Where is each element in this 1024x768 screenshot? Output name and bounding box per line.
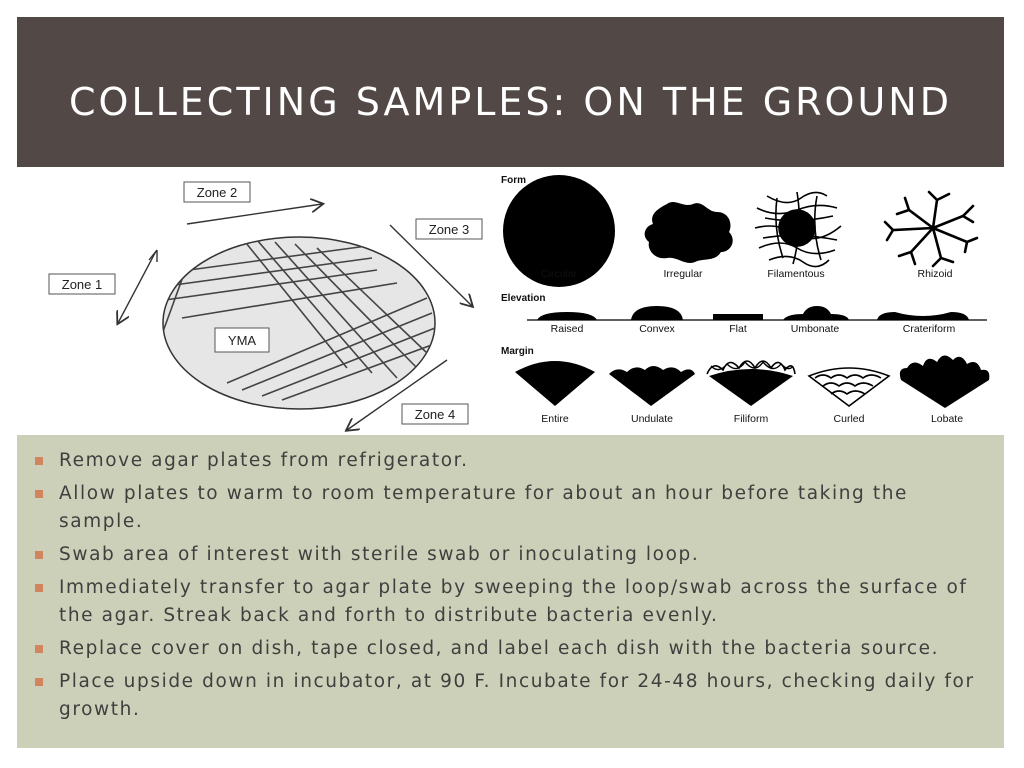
illustration-area — [17, 168, 1004, 435]
convex-elevation-icon — [631, 306, 683, 320]
list-item — [17, 447, 1004, 475]
zone-4-label: Zone 4 — [414, 407, 456, 422]
filamentous-form-icon — [755, 192, 841, 267]
umbonate-label: Umbonate — [790, 323, 840, 335]
crateriform-elevation-icon — [877, 312, 969, 320]
raised-label: Raised — [550, 323, 584, 335]
entire-margin-icon — [515, 361, 595, 406]
circular-label: Circular — [540, 268, 578, 280]
bullet-square-icon — [35, 678, 43, 686]
undulate-margin-icon — [609, 366, 695, 406]
list-item-text: Replace cover on dish, tape closed, and label each dish with the bacteria source. — [59, 638, 940, 659]
instruction-list — [17, 435, 1004, 724]
list-item-text: Allow plates to warm to room temperature for about an hour before taking the sample. — [59, 483, 909, 532]
rhizoid-form-icon — [885, 192, 977, 266]
slide-title: COLLECTING SAMPLES: ON THE GROUND — [69, 80, 952, 124]
bullet-square-icon — [35, 490, 43, 498]
filiform-margin-icon — [707, 361, 795, 406]
umbonate-elevation-icon — [783, 306, 849, 320]
list-item — [17, 574, 1004, 630]
entire-label: Entire — [541, 413, 569, 425]
list-item-text: Remove agar plates from refrigerator. — [59, 450, 469, 471]
list-item-text: Place upside down in incubator, at 90 F. Incubate for 24-48 hours, checking daily for growth. — [59, 671, 975, 720]
curled-margin-icon — [809, 368, 889, 406]
irregular-form-icon — [645, 202, 733, 263]
raised-elevation-icon — [537, 312, 597, 320]
zone-2-label: Zone 2 — [196, 185, 238, 200]
list-item-text: Swab area of interest with sterile swab or inoculating loop. — [59, 544, 700, 565]
content-panel — [17, 435, 1004, 748]
colony-morphology-chart — [497, 168, 1004, 435]
lobate-label: Lobate — [930, 413, 964, 425]
bullet-square-icon — [35, 584, 43, 592]
bullet-square-icon — [35, 457, 43, 465]
margin-heading: Margin — [501, 346, 534, 357]
list-item — [17, 541, 1004, 569]
agar-plate — [163, 237, 435, 409]
form-heading: Form — [501, 175, 526, 186]
list-item — [17, 480, 1004, 536]
list-item-text: Immediately transfer to agar plate by sweeping the loop/swab across the surface of the agar. Streak back and forth to distribute bacteria evenly. — [59, 577, 968, 626]
flat-label: Flat — [729, 323, 747, 335]
zone-3-label: Zone 3 — [428, 222, 470, 237]
streak-plate-diagram — [17, 168, 497, 435]
list-item — [17, 668, 1004, 724]
flat-elevation-icon — [713, 314, 763, 320]
rhizoid-label: Rhizoid — [917, 268, 953, 280]
irregular-label: Irregular — [663, 268, 703, 280]
bullet-square-icon — [35, 645, 43, 653]
filiform-label: Filiform — [733, 413, 769, 425]
plate-label: YMA — [227, 333, 257, 348]
filamentous-label: Filamentous — [767, 268, 825, 280]
crateriform-label: Crateriform — [902, 323, 956, 335]
curled-label: Curled — [833, 413, 865, 425]
title-bar — [17, 17, 1004, 167]
undulate-label: Undulate — [630, 413, 674, 425]
lobate-margin-icon — [900, 355, 989, 408]
elevation-heading: Elevation — [501, 293, 546, 304]
list-item — [17, 635, 1004, 663]
convex-label: Convex — [639, 323, 675, 335]
bullet-square-icon — [35, 551, 43, 559]
zone-1-label: Zone 1 — [61, 277, 103, 292]
